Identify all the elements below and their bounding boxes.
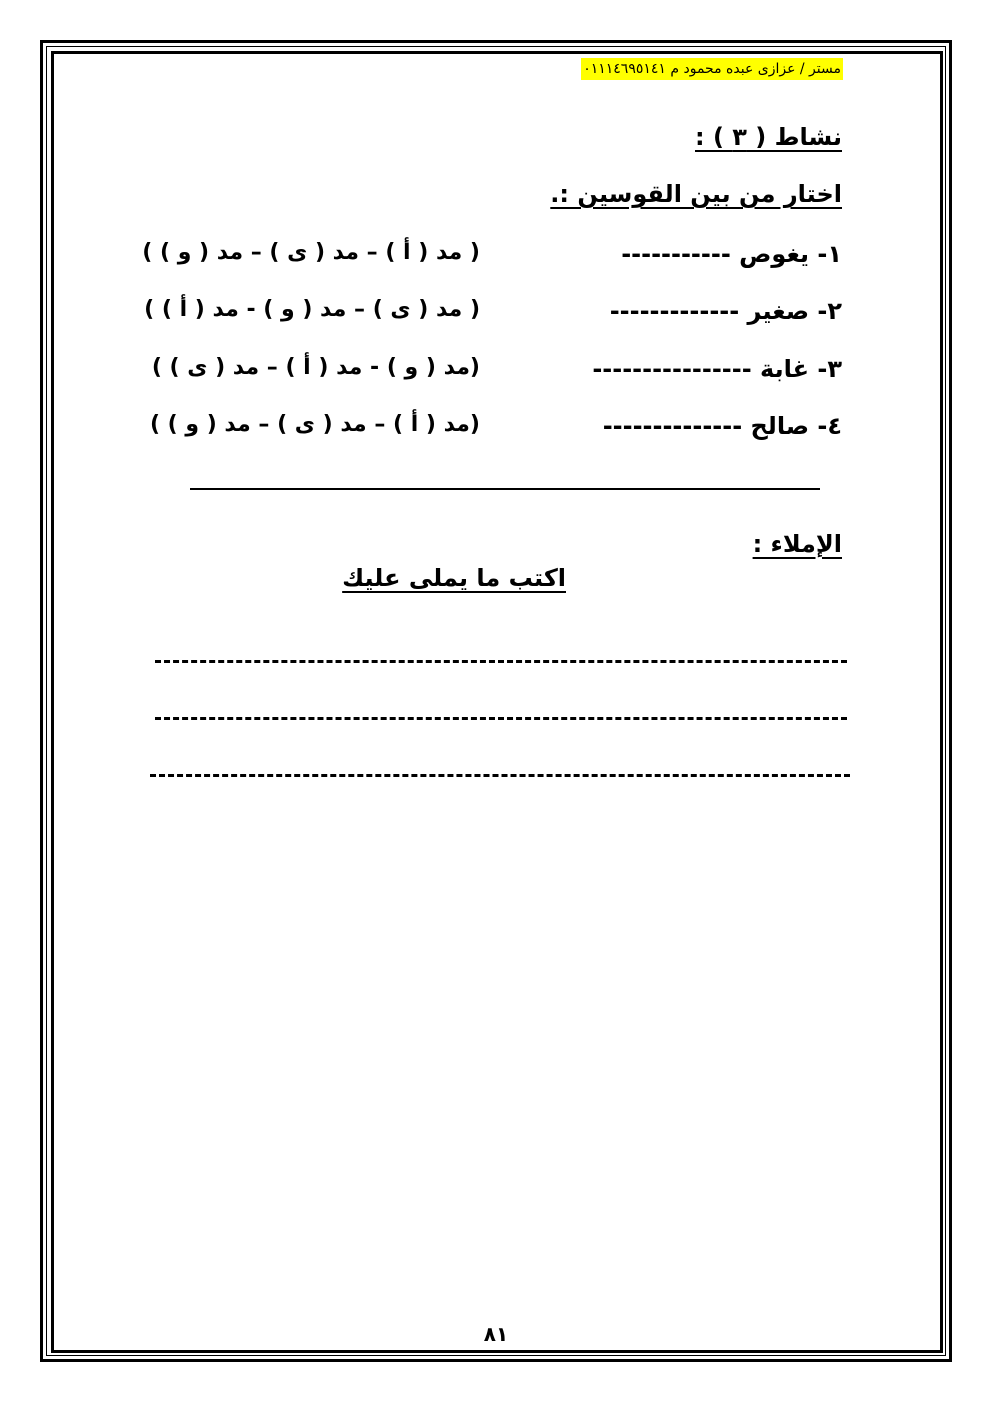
writing-line-1[interactable] — [155, 660, 847, 663]
question-prompt-1: ١- يغوص ----------- — [621, 240, 842, 268]
question-options-4: (مد ( أ ) – مد ( ى ) – مد ( و ) ) — [149, 412, 480, 437]
page-number: ٨١ — [483, 1322, 509, 1346]
dictation-instruction: اكتب ما يملى عليك — [342, 564, 566, 592]
activity-title: نشاط ( ٣ ) : — [695, 123, 842, 151]
teacher-header: مستر / عزازى عبده محمود م ٠١١١٤٦٩٥١٤١ — [581, 58, 843, 80]
writing-line-3[interactable] — [150, 774, 850, 777]
section-divider — [190, 488, 820, 490]
question-options-3: (مد ( و ) - مد ( أ ) – مد ( ى ) ) — [151, 355, 480, 380]
question-options-1: ( مد ( أ ) – مد ( ى ) – مد ( و ) ) — [142, 240, 480, 265]
dictation-title: الإملاء : — [752, 530, 842, 558]
writing-line-2[interactable] — [155, 717, 847, 720]
question-prompt-4: ٤- صالح -------------- — [602, 412, 842, 440]
question-options-2: ( مد ( ى ) – مد ( و ) - مد ( أ ) ) — [144, 297, 480, 322]
activity-instruction: اختار من بين القوسين :. — [550, 180, 842, 208]
question-prompt-3: ٣- غابة ---------------- — [592, 355, 842, 383]
question-prompt-2: ٢- صغير ------------- — [609, 297, 842, 325]
